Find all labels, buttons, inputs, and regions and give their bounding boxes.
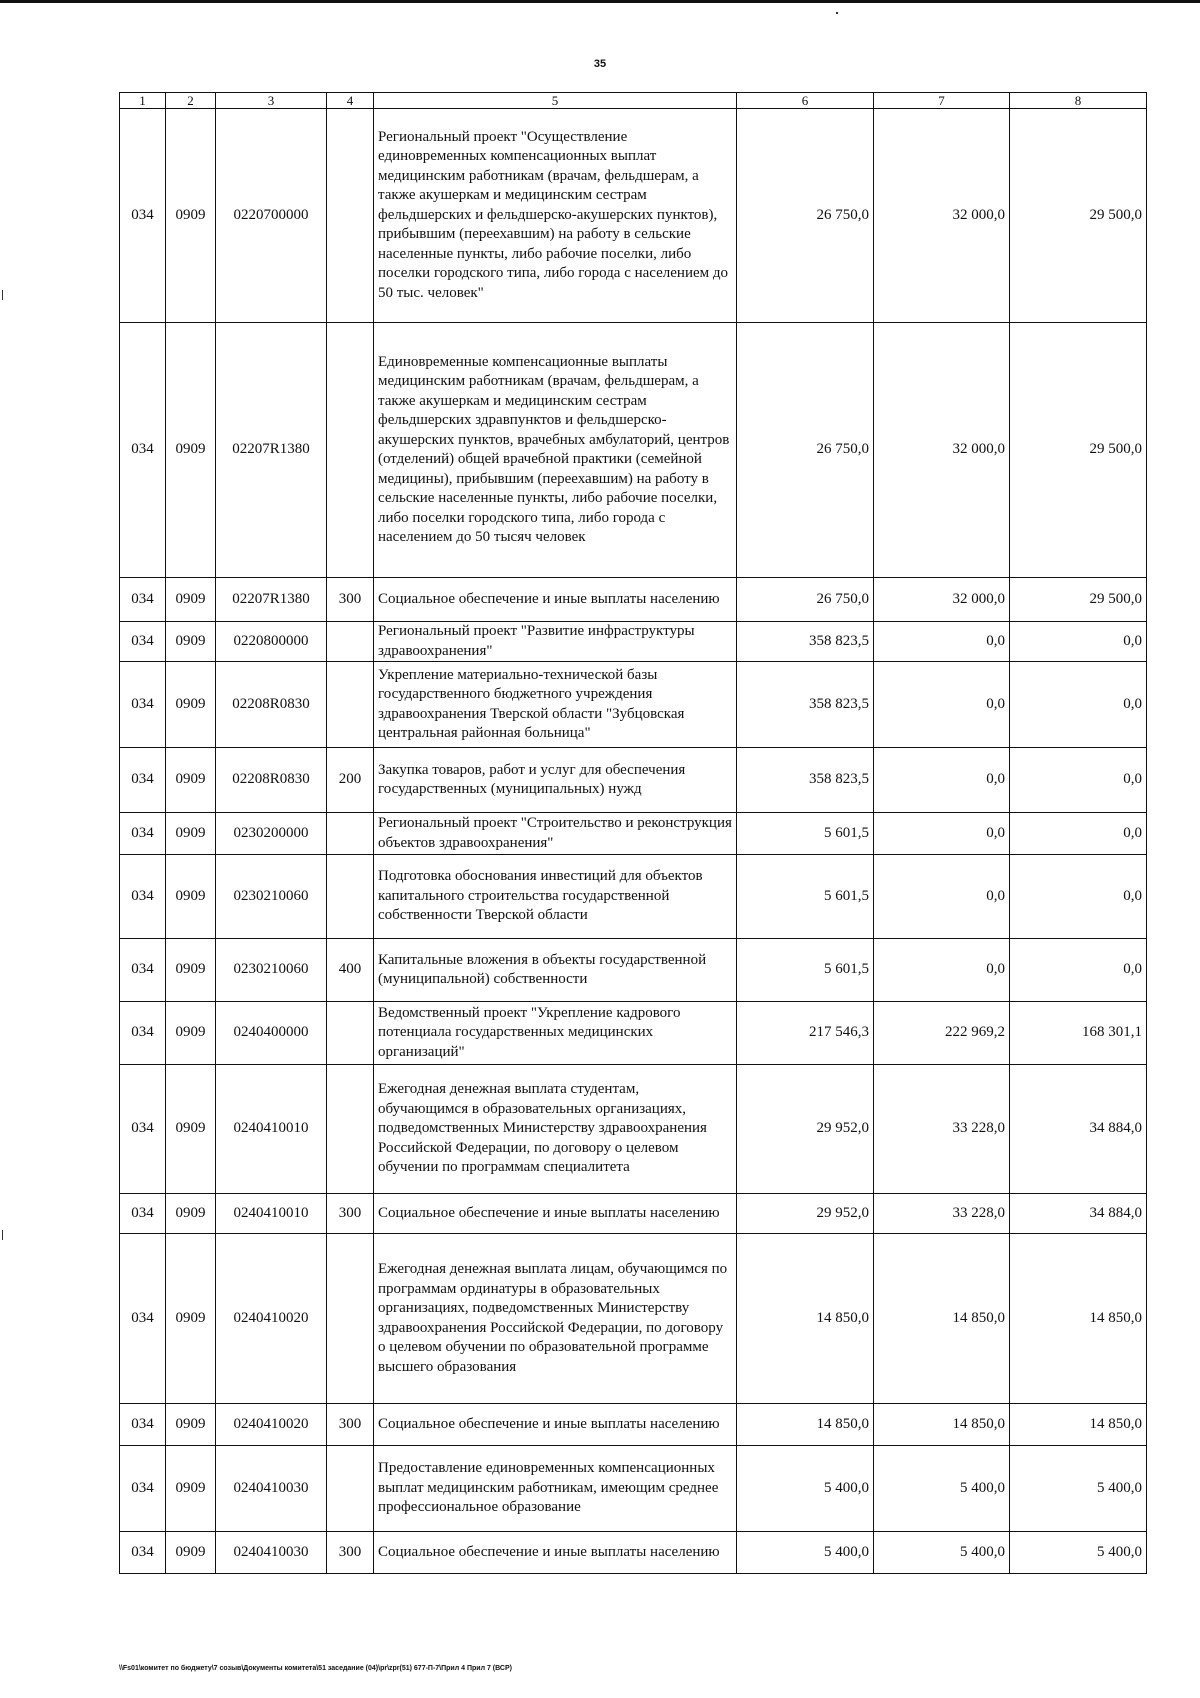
table-row (120, 1065, 1147, 1194)
section-code: 0909 (166, 1532, 216, 1574)
item-name: Региональный проект "Развитие инфраструктуры здравоохранения" (374, 622, 737, 662)
col-header-2: 2 (166, 93, 216, 109)
table-row (120, 578, 1147, 622)
footer-file-path: \\Fs01\комитет по бюджету\7 созыв\Документы комитета\51 заседание (04)\pr\zpr(51) 677-П-7\Прил 4 Прил 7 (ВСР) (119, 1665, 512, 1672)
expense-type-code: 400 (327, 939, 374, 1002)
expense-type-code (327, 109, 374, 323)
table-row (120, 939, 1147, 1002)
table-row (120, 855, 1147, 939)
scan-speck (2, 290, 3, 300)
amount-col-7: 32 000,0 (874, 323, 1010, 578)
amount-col-7: 5 400,0 (874, 1446, 1010, 1532)
target-code: 0220700000 (216, 109, 327, 323)
amount-col-6: 29 952,0 (737, 1065, 874, 1194)
amount-col-7: 14 850,0 (874, 1234, 1010, 1404)
amount-col-6: 5 400,0 (737, 1446, 874, 1532)
item-name: Ведомственный проект "Укрепление кадрового потенциала государственных медицинских организаций" (374, 1002, 737, 1065)
amount-col-8: 29 500,0 (1010, 109, 1147, 323)
expense-type-code: 300 (327, 1194, 374, 1234)
item-name: Подготовка обоснования инвестиций для объектов капитального строительства государственной собственности Тверской области (374, 855, 737, 939)
expense-type-code (327, 662, 374, 748)
table-row (120, 1234, 1147, 1404)
section-code: 0909 (166, 748, 216, 813)
target-code: 0240410020 (216, 1234, 327, 1404)
target-code: 02208R0830 (216, 662, 327, 748)
scan-speck (2, 1230, 3, 1240)
item-name: Социальное обеспечение и иные выплаты населению (374, 1404, 737, 1446)
section-code: 0909 (166, 578, 216, 622)
amount-col-6: 14 850,0 (737, 1404, 874, 1446)
table-row (120, 1446, 1147, 1532)
item-name: Закупка товаров, работ и услуг для обеспечения государственных (муниципальных) нужд (374, 748, 737, 813)
section-code: 0909 (166, 622, 216, 662)
ministry-code: 034 (120, 109, 166, 323)
section-code: 0909 (166, 1065, 216, 1194)
expense-type-code (327, 1065, 374, 1194)
amount-col-8: 0,0 (1010, 813, 1147, 855)
item-name: Ежегодная денежная выплата лицам, обучающимся по программам ординатуры в образовательных организациях, подведомственных Министерству здравоохранения Российской Федерации, по договору о целевом обучении по образовательной программе высшего образования (374, 1234, 737, 1404)
col-header-3: 3 (216, 93, 327, 109)
amount-col-8: 34 884,0 (1010, 1065, 1147, 1194)
col-header-5: 5 (374, 93, 737, 109)
ministry-code: 034 (120, 1065, 166, 1194)
expense-type-code (327, 1234, 374, 1404)
scan-edge-line (0, 0, 1200, 3)
item-name: Укрепление материально-технической базы государственного бюджетного учреждения здравоохранения Тверской области "Зубцовская центральная районная больница" (374, 662, 737, 748)
budget-table (119, 92, 1147, 1574)
target-code: 0240410030 (216, 1532, 327, 1574)
table-row (120, 813, 1147, 855)
amount-col-6: 26 750,0 (737, 323, 874, 578)
target-code: 02207R1380 (216, 323, 327, 578)
ministry-code: 034 (120, 813, 166, 855)
item-name: Предоставление единовременных компенсационных выплат медицинским работникам, имеющим среднее профессиональное образование (374, 1446, 737, 1532)
expense-type-code (327, 855, 374, 939)
item-name: Единовременные компенсационные выплаты медицинским работникам (врачам, фельдшерам, а также акушеркам и медицинским сестрам фельдшерских здравпунктов и фельдшерско-акушерских пунктов, врачебных амбулаторий, центров (отделений) общей врачебной практики (семейной медицины), прибывшим (переехавшим) на работу в сельские населенные пункты, либо рабочие поселки, либо поселки городского типа, либо города с населением до 50 тысяч человек (374, 323, 737, 578)
table-row (120, 109, 1147, 323)
amount-col-7: 0,0 (874, 813, 1010, 855)
amount-col-8: 14 850,0 (1010, 1234, 1147, 1404)
ministry-code: 034 (120, 1194, 166, 1234)
table-row (120, 662, 1147, 748)
target-code: 0230210060 (216, 855, 327, 939)
target-code: 02207R1380 (216, 578, 327, 622)
amount-col-6: 14 850,0 (737, 1234, 874, 1404)
expense-type-code: 300 (327, 578, 374, 622)
amount-col-8: 5 400,0 (1010, 1532, 1147, 1574)
amount-col-7: 33 228,0 (874, 1194, 1010, 1234)
amount-col-6: 358 823,5 (737, 622, 874, 662)
target-code: 0240410020 (216, 1404, 327, 1446)
amount-col-6: 358 823,5 (737, 662, 874, 748)
amount-col-7: 32 000,0 (874, 109, 1010, 323)
amount-col-7: 33 228,0 (874, 1065, 1010, 1194)
amount-col-8: 5 400,0 (1010, 1446, 1147, 1532)
ministry-code: 034 (120, 939, 166, 1002)
amount-col-7: 0,0 (874, 855, 1010, 939)
item-name: Социальное обеспечение и иные выплаты населению (374, 1194, 737, 1234)
amount-col-7: 32 000,0 (874, 578, 1010, 622)
amount-col-8: 34 884,0 (1010, 1194, 1147, 1234)
table-row (120, 1002, 1147, 1065)
scan-speck (836, 12, 838, 14)
item-name: Капитальные вложения в объекты государственной (муниципальной) собственности (374, 939, 737, 1002)
ministry-code: 034 (120, 662, 166, 748)
amount-col-6: 26 750,0 (737, 578, 874, 622)
amount-col-8: 0,0 (1010, 748, 1147, 813)
ministry-code: 034 (120, 855, 166, 939)
ministry-code: 034 (120, 748, 166, 813)
expense-type-code: 300 (327, 1404, 374, 1446)
amount-col-8: 0,0 (1010, 939, 1147, 1002)
amount-col-7: 0,0 (874, 662, 1010, 748)
item-name: Социальное обеспечение и иные выплаты населению (374, 578, 737, 622)
item-name: Ежегодная денежная выплата студентам, обучающимся в образовательных организациях, подведомственных Министерству здравоохранения Российской Федерации, по договору о целевом обучении по программам специалитета (374, 1065, 737, 1194)
amount-col-8: 0,0 (1010, 622, 1147, 662)
target-code: 0230200000 (216, 813, 327, 855)
amount-col-6: 5 400,0 (737, 1532, 874, 1574)
section-code: 0909 (166, 939, 216, 1002)
section-code: 0909 (166, 1194, 216, 1234)
target-code: 0240400000 (216, 1002, 327, 1065)
col-header-8: 8 (1010, 93, 1147, 109)
amount-col-8: 0,0 (1010, 662, 1147, 748)
expense-type-code: 300 (327, 1532, 374, 1574)
item-name: Региональный проект "Строительство и реконструкция объектов здравоохранения" (374, 813, 737, 855)
ministry-code: 034 (120, 323, 166, 578)
amount-col-7: 5 400,0 (874, 1532, 1010, 1574)
table-row (120, 748, 1147, 813)
section-code: 0909 (166, 1446, 216, 1532)
col-header-1: 1 (120, 93, 166, 109)
amount-col-8: 29 500,0 (1010, 323, 1147, 578)
col-header-7: 7 (874, 93, 1010, 109)
expense-type-code (327, 813, 374, 855)
page-number: 35 (593, 58, 607, 70)
section-code: 0909 (166, 662, 216, 748)
ministry-code: 034 (120, 578, 166, 622)
table-row (120, 323, 1147, 578)
amount-col-6: 5 601,5 (737, 813, 874, 855)
expense-type-code (327, 622, 374, 662)
item-name: Социальное обеспечение и иные выплаты населению (374, 1532, 737, 1574)
amount-col-7: 0,0 (874, 939, 1010, 1002)
ministry-code: 034 (120, 1234, 166, 1404)
amount-col-7: 14 850,0 (874, 1404, 1010, 1446)
target-code: 0230210060 (216, 939, 327, 1002)
amount-col-6: 358 823,5 (737, 748, 874, 813)
section-code: 0909 (166, 1234, 216, 1404)
table-row (120, 1404, 1147, 1446)
amount-col-8: 0,0 (1010, 855, 1147, 939)
target-code: 0220800000 (216, 622, 327, 662)
expense-type-code (327, 323, 374, 578)
item-name: Региональный проект "Осуществление единовременных компенсационных выплат медицинским работникам (врачам, фельдшерам, а также акушеркам и медицинским сестрам фельдшерских и фельдшерско-акушерских пунктов), прибывшим (переехавшим) на работу в сельские населенные пункты, либо рабочие поселки, либо поселки городского типа, либо города с населением до 50 тыс. человек" (374, 109, 737, 323)
table-row (120, 622, 1147, 662)
amount-col-7: 0,0 (874, 748, 1010, 813)
expense-type-code (327, 1002, 374, 1065)
amount-col-6: 29 952,0 (737, 1194, 874, 1234)
ministry-code: 034 (120, 622, 166, 662)
ministry-code: 034 (120, 1002, 166, 1065)
target-code: 02208R0830 (216, 748, 327, 813)
section-code: 0909 (166, 109, 216, 323)
section-code: 0909 (166, 323, 216, 578)
amount-col-7: 0,0 (874, 622, 1010, 662)
table-row (120, 1532, 1147, 1574)
ministry-code: 034 (120, 1532, 166, 1574)
target-code: 0240410010 (216, 1065, 327, 1194)
col-header-4: 4 (327, 93, 374, 109)
section-code: 0909 (166, 855, 216, 939)
amount-col-6: 5 601,5 (737, 939, 874, 1002)
col-header-6: 6 (737, 93, 874, 109)
ministry-code: 034 (120, 1404, 166, 1446)
amount-col-6: 217 546,3 (737, 1002, 874, 1065)
amount-col-7: 222 969,2 (874, 1002, 1010, 1065)
amount-col-8: 14 850,0 (1010, 1404, 1147, 1446)
amount-col-8: 168 301,1 (1010, 1002, 1147, 1065)
amount-col-6: 5 601,5 (737, 855, 874, 939)
section-code: 0909 (166, 813, 216, 855)
expense-type-code (327, 1446, 374, 1532)
table-row (120, 1194, 1147, 1234)
section-code: 0909 (166, 1404, 216, 1446)
target-code: 0240410010 (216, 1194, 327, 1234)
section-code: 0909 (166, 1002, 216, 1065)
amount-col-8: 29 500,0 (1010, 578, 1147, 622)
ministry-code: 034 (120, 1446, 166, 1532)
expense-type-code: 200 (327, 748, 374, 813)
amount-col-6: 26 750,0 (737, 109, 874, 323)
target-code: 0240410030 (216, 1446, 327, 1532)
header-row (120, 93, 1147, 109)
